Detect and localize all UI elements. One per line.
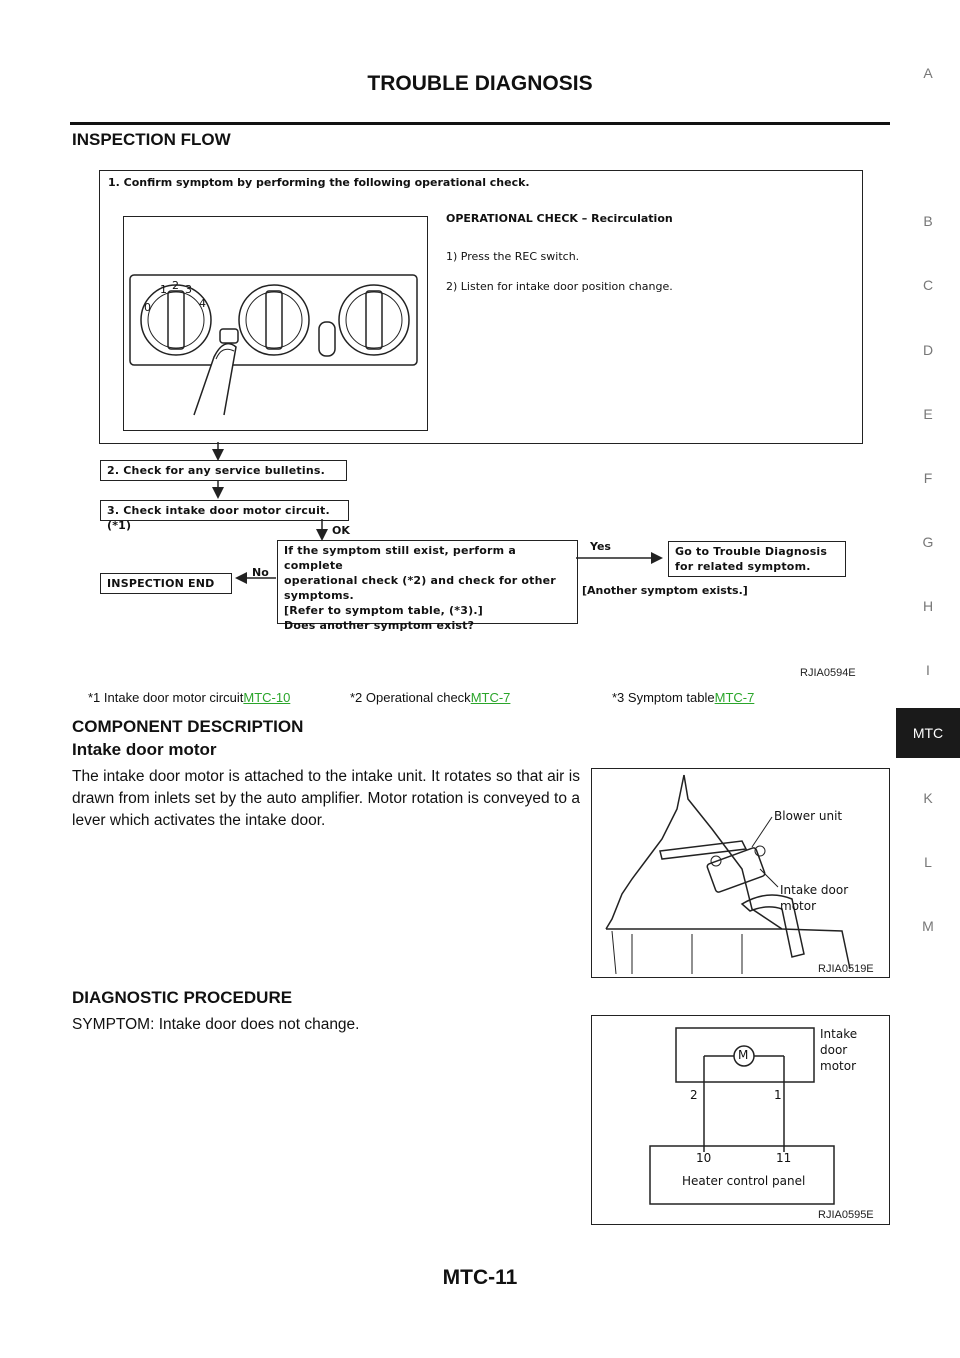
- fan-speed-label: 3: [185, 283, 192, 296]
- step3-box: 3. Check intake door motor circuit. (*1): [100, 500, 349, 521]
- fan-speed-label: 1: [160, 283, 167, 296]
- question-line: operational check (*2) and check for other: [284, 574, 556, 587]
- motor-label-line: door: [820, 1043, 848, 1057]
- op-check-title: OPERATIONAL CHECK – Recirculation: [446, 212, 673, 225]
- goto-line: for related symptom.: [675, 560, 811, 573]
- index-letter[interactable]: K: [923, 790, 933, 806]
- heater-panel-label: Heater control panel: [682, 1174, 806, 1188]
- index-letter[interactable]: F: [923, 470, 933, 486]
- question-line: [Refer to symptom table, (*3).]: [284, 604, 483, 617]
- control-panel-illustration: [123, 216, 428, 431]
- blower-unit-label: Blower unit: [774, 809, 843, 823]
- index-active-tab[interactable]: MTC: [896, 708, 960, 758]
- reference-link[interactable]: MTC-10: [243, 690, 291, 705]
- index-letter[interactable]: B: [923, 213, 933, 229]
- no-label: No: [252, 566, 269, 579]
- op-check-step1: 1) Press the REC switch.: [446, 250, 580, 263]
- motor-label: [820, 1026, 857, 1074]
- another-symptom-label: [Another symptom exists.]: [582, 584, 748, 597]
- component-text: The intake door motor is attached to the intake unit. It rotates so that air is drawn from inlets set by the auto amplifier. Motor rotation is conveyed to a lever which activates the intake door.: [72, 768, 580, 829]
- index-letter[interactable]: E: [923, 406, 933, 422]
- yes-label: Yes: [590, 540, 611, 553]
- step1-text: 1. Confirm symptom by performing the following operational check.: [108, 176, 530, 189]
- intake-motor-label-line2: motor: [780, 899, 817, 913]
- index-letter[interactable]: G: [922, 534, 934, 550]
- index-letter[interactable]: L: [924, 854, 932, 870]
- reference-label: *2 Operational check: [350, 690, 471, 705]
- question-line: Does another symptom exist?: [284, 619, 475, 632]
- inspection-flow-heading: INSPECTION FLOW: [72, 130, 231, 149]
- reference-link[interactable]: MTC-7: [714, 690, 755, 705]
- inspection-end-box: INSPECTION END: [100, 573, 232, 594]
- fan-speed-label: 2: [172, 279, 179, 292]
- pin-label: 10: [696, 1151, 712, 1165]
- op-check-step2: 2) Listen for intake door position change.: [446, 280, 673, 293]
- component-subheading: Intake door motor: [72, 740, 217, 759]
- index-letter[interactable]: I: [926, 662, 930, 678]
- motor-label-line: Intake: [820, 1027, 858, 1041]
- pin-label: 1: [774, 1088, 782, 1102]
- index-letter[interactable]: A: [923, 65, 933, 81]
- wiring-diagram-figure: [591, 1015, 890, 1225]
- figure-id: RJIA0595E: [818, 1209, 874, 1221]
- page-number: MTC-11: [442, 1266, 518, 1289]
- goto-box: [668, 541, 846, 577]
- goto-line: Go to Trouble Diagnosis: [675, 545, 828, 558]
- fan-speed-label: 0: [144, 301, 151, 314]
- figure-id: RJIA0594E: [800, 667, 856, 679]
- pin-label: 11: [776, 1151, 792, 1165]
- motor-symbol: M: [738, 1048, 749, 1062]
- motor-label-line: motor: [820, 1059, 857, 1073]
- reference-2: [350, 690, 510, 705]
- reference-link[interactable]: MTC-7: [470, 690, 511, 705]
- ok-label: OK: [332, 524, 350, 537]
- intake-door-motor-figure: [591, 768, 890, 978]
- page-title: TROUBLE DIAGNOSIS: [367, 72, 593, 95]
- diagnostic-heading: DIAGNOSTIC PROCEDURE: [72, 988, 293, 1007]
- fan-speed-label: 4: [199, 297, 206, 310]
- index-letter[interactable]: H: [922, 598, 934, 614]
- index-letter[interactable]: M: [922, 918, 934, 934]
- symptom-text: SYMPTOM: Intake door does not change.: [72, 1016, 360, 1033]
- reference-label: *3 Symptom table: [612, 690, 715, 705]
- question-line: If the symptom still exist, perform a complete: [284, 544, 516, 572]
- reference-3: [612, 690, 754, 705]
- question-line: symptoms.: [284, 589, 354, 602]
- index-letter[interactable]: C: [922, 277, 934, 293]
- question-box: [277, 540, 578, 632]
- reference-1: [88, 690, 290, 705]
- control-panel-drawing: [124, 217, 427, 430]
- step2-box: 2. Check for any service bulletins.: [100, 460, 347, 481]
- title-rule: [70, 122, 890, 125]
- intake-unit-drawing: [592, 769, 889, 977]
- figure-id: RJIA0519E: [818, 963, 874, 975]
- component-heading: COMPONENT DESCRIPTION: [72, 717, 304, 736]
- index-letter[interactable]: D: [922, 342, 934, 358]
- intake-motor-label-line1: Intake door: [780, 883, 849, 897]
- reference-label: *1 Intake door motor circuit: [88, 690, 244, 705]
- pin-label: 2: [690, 1088, 698, 1102]
